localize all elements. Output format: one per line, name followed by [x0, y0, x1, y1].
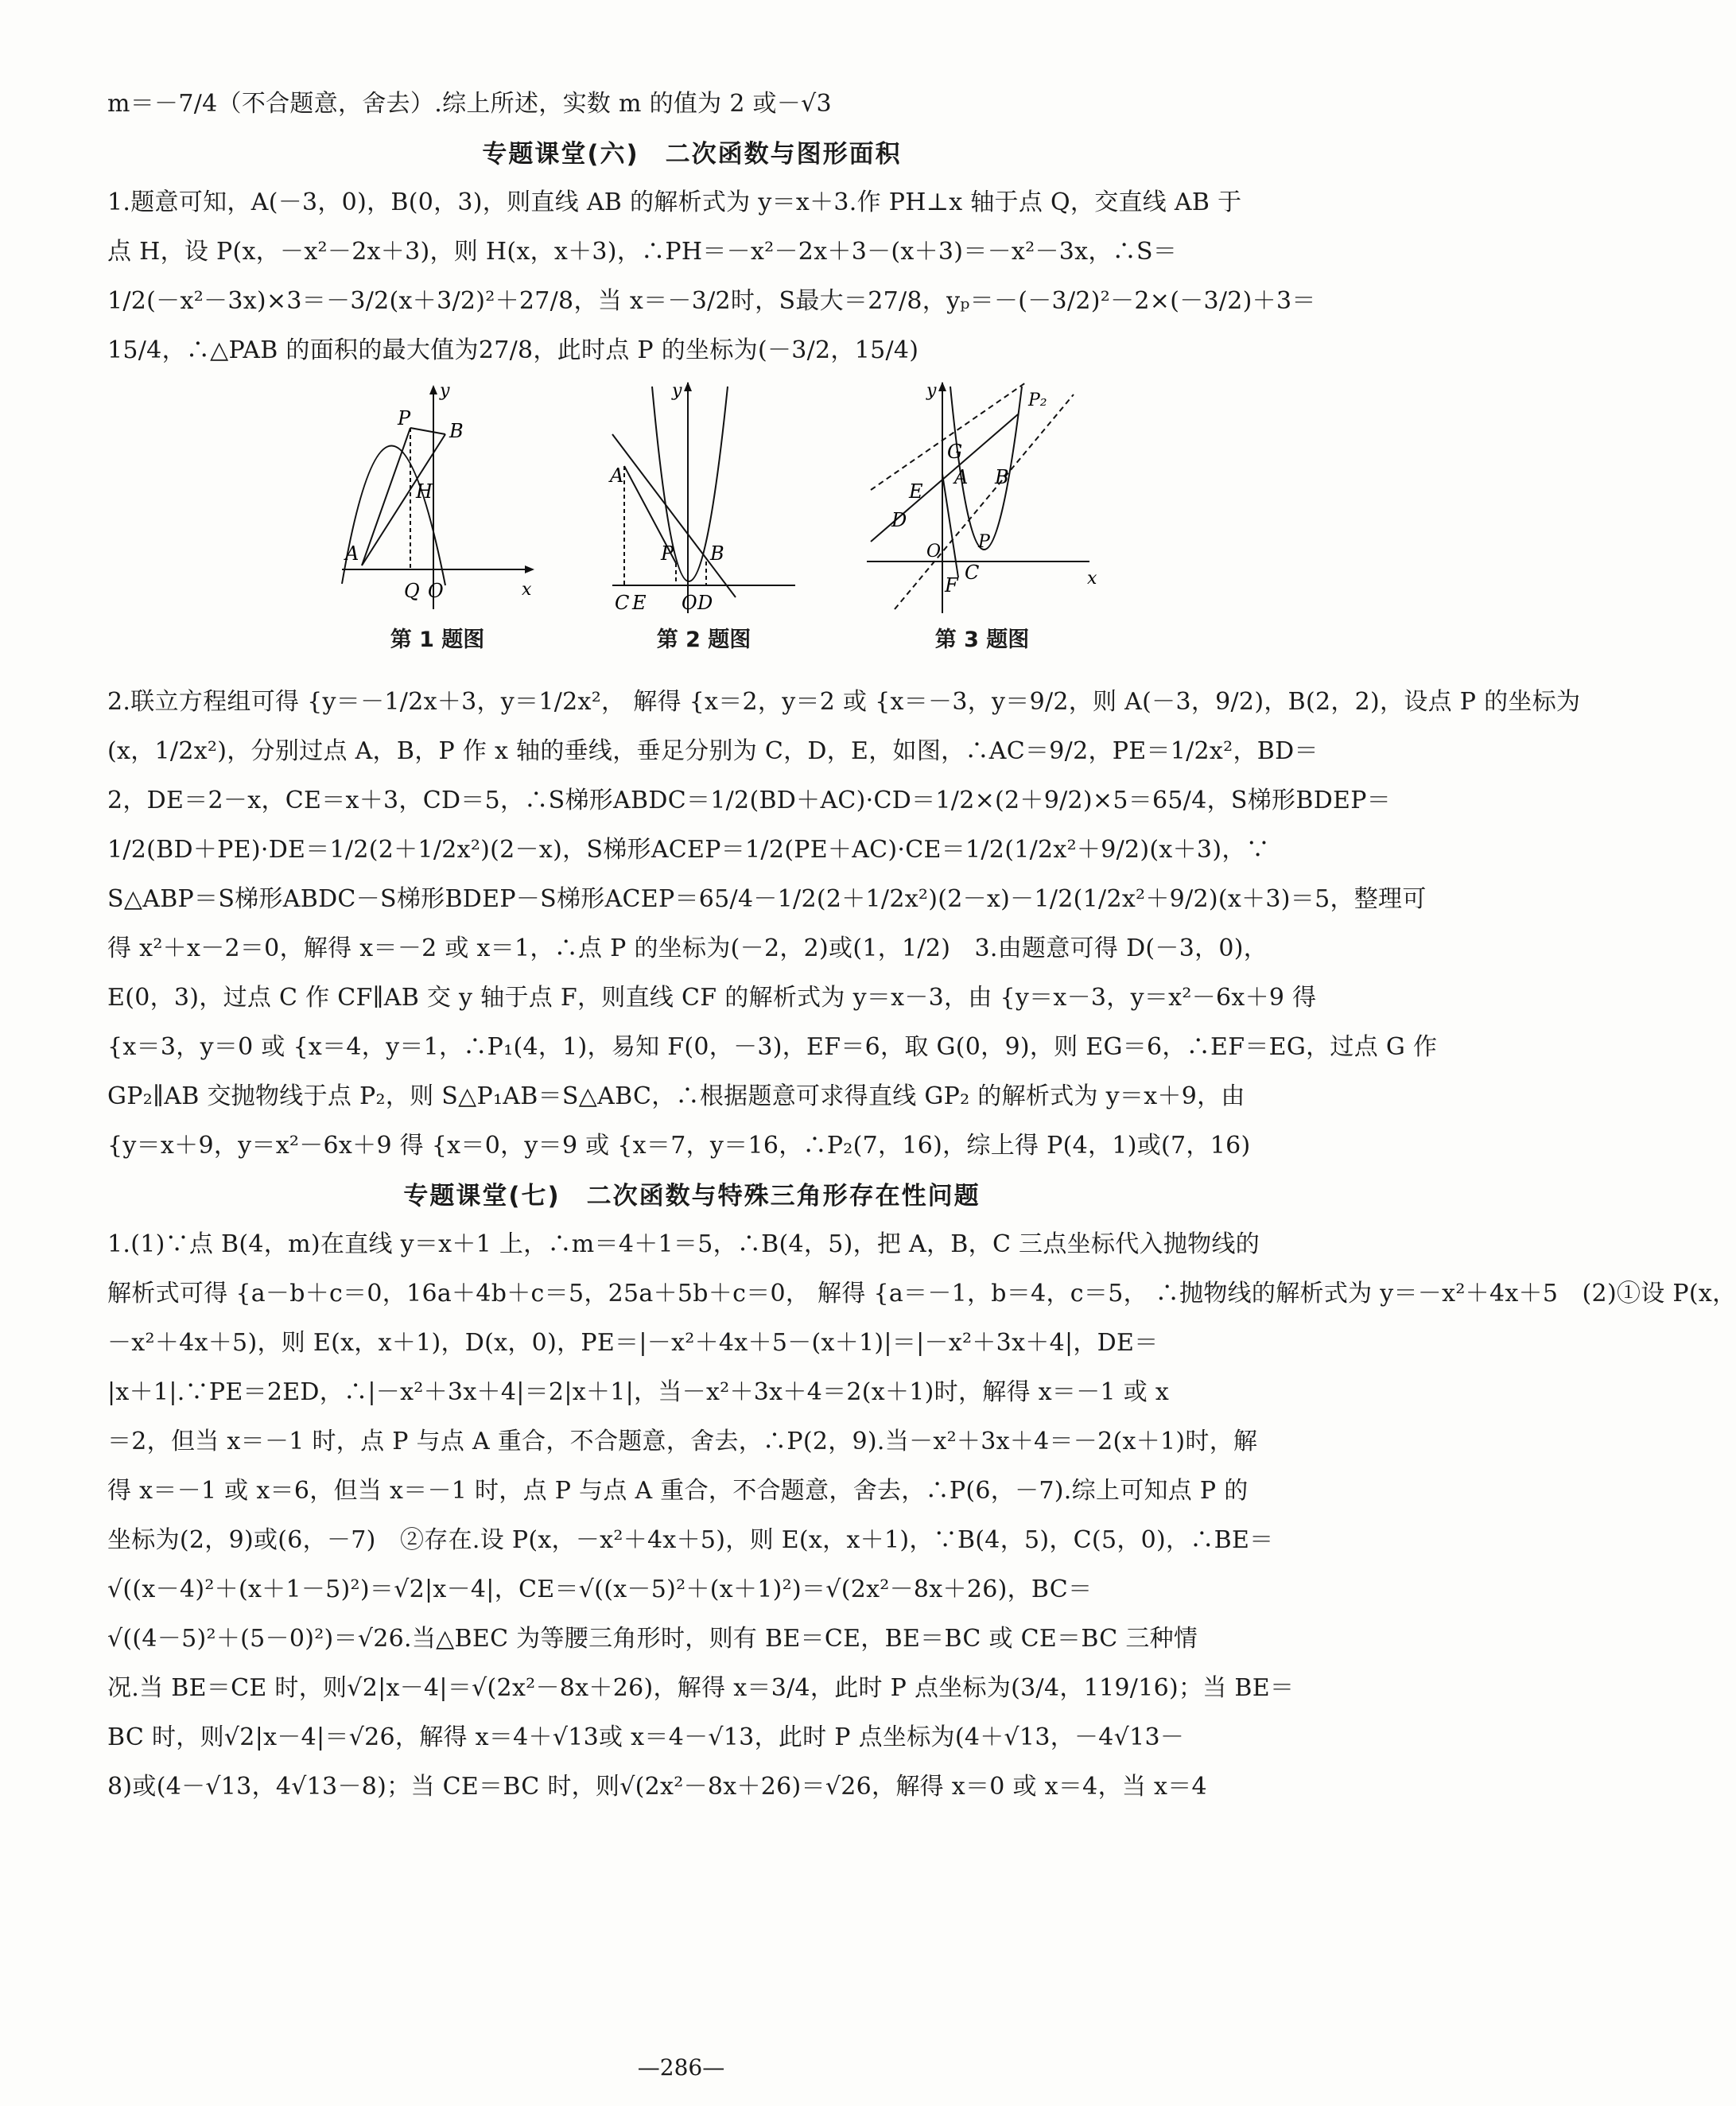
- text-line: 点 H，设 P(x，－x²－2x＋3)，则 H(x，x＋3)，∴PH＝－x²－2x＋3－(x＋3)＝－x²－3x，∴S＝: [107, 238, 1178, 266]
- text-line: 1.(1)∵点 B(4，m)在直线 y＝x＋1 上，∴m＝4＋1＝5，∴B(4，5)，把 A，B，C 三点坐标代入抛物线的: [107, 1230, 1260, 1258]
- section-6-title: 专题课堂(六) 二次函数与图形面积: [482, 140, 902, 169]
- figure-1: [334, 379, 541, 653]
- figure-3-caption: 第 3 题图: [934, 628, 1030, 652]
- fig1-label: A: [345, 542, 359, 565]
- fig3-label: D: [891, 509, 907, 531]
- text-line: 2.联立方程组可得 {y＝－1/2x＋3，y＝1/2x²， 解得 {x＝2，y＝2 或 {x＝－3，y＝9/2，则 A(－3，9/2)，B(2，2)，设点 P 的坐标为: [107, 688, 1581, 716]
- text-line: 得 x²＋x－2＝0，解得 x＝－2 或 x＝1，∴点 P 的坐标为(－2，2)或(1，1/2) 3.由题意可得 D(－3，0)，: [107, 934, 1268, 962]
- text-line: 解析式可得 {a－b＋c＝0，16a＋4b＋c＝5，25a＋5b＋c＝0， 解得 {a＝－1，b＝4，c＝5， ∴抛物线的解析式为 y＝－x²＋4x＋5 (2)①设 P(x，: [107, 1280, 1736, 1308]
- fig1-label: y: [440, 381, 450, 401]
- fig2-label: y: [672, 381, 682, 401]
- fig3-label: A: [954, 466, 969, 488]
- text-line: ＝2，但当 x＝－1 时，点 P 与点 A 重合，不合题意，舍去，∴P(2，9).当－x²＋3x＋4＝－2(x＋1)时，解: [107, 1428, 1258, 1455]
- text-line: S△ABP＝S梯形ABDC－S梯形BDEP－S梯形ACEP＝65/4－1/2(2＋1/2x²)(2－x)－1/2(1/2x²＋9/2)(x＋3)＝5，整理可: [107, 885, 1427, 913]
- fig1-label: x: [522, 580, 532, 600]
- text-line: 况.当 BE＝CE 时，则√2|x－4|＝√(2x²－8x＋26)，解得 x＝3/4，此时 P 点坐标为(3/4，119/16)；当 BE＝: [107, 1674, 1295, 1702]
- fig2-label: D: [697, 592, 713, 614]
- text-line: 1/2(－x²－3x)×3＝－3/2(x＋3/2)²＋27/8，当 x＝－3/2时，S最大＝27/8，yₚ＝－(－3/2)²－2×(－3/2)＋3＝: [107, 287, 1316, 315]
- text-line: (x，1/2x²)，分别过点 A，B，P 作 x 轴的垂线，垂足分别为 C，D，E，如图，∴AC＝9/2，PE＝1/2x²，BD＝: [107, 737, 1319, 765]
- fig3-label: B: [995, 466, 1009, 488]
- fig3-label: F: [945, 574, 958, 596]
- fig3-label: P: [978, 532, 990, 552]
- figure-3: [863, 379, 1101, 653]
- text-line: 8)或(4－√13，4√13－8)；当 CE＝BC 时，则√(2x²－8x＋26)＝√26，解得 x＝0 或 x＝4，当 x＝4: [107, 1773, 1207, 1801]
- text-line: {x＝3，y＝0 或 {x＝4，y＝1，∴P₁(4，1)，易知 F(0，－3)，EF＝6，取 G(0，9)，则 EG＝6，∴EF＝EG，过点 G 作: [107, 1033, 1438, 1061]
- figure-1-graph: [334, 379, 541, 617]
- fig1-label: H: [416, 480, 433, 503]
- text-line: |x＋1|.∵PE＝2ED，∴|－x²＋3x＋4|＝2|x＋1|，当－x²＋3x＋4＝2(x＋1)时，解得 x＝－1 或 x: [107, 1378, 1170, 1406]
- fig3-label: P₂: [1028, 391, 1047, 410]
- fig1-label: O: [428, 580, 444, 602]
- figure-row: [107, 379, 1276, 673]
- fig2-label: O: [682, 592, 697, 614]
- text-line: 得 x＝－1 或 x＝6，但当 x＝－1 时，点 P 与点 A 重合，不合题意，舍去，∴P(6，－7).综上可知点 P 的: [107, 1477, 1249, 1505]
- fig3-label: G: [947, 441, 963, 463]
- text-line: BC 时，则√2|x－4|＝√26，解得 x＝4＋√13或 x＝4－√13，此时 P 点坐标为(4＋√13，－4√13－: [107, 1723, 1185, 1751]
- fig3-label: E: [909, 480, 923, 503]
- figure-2-graph: [608, 379, 799, 617]
- figure-2-caption: 第 2 题图: [656, 628, 751, 652]
- fig3-label: O: [926, 542, 942, 561]
- page-number: —286—: [637, 2054, 725, 2081]
- figure-3-graph: [863, 379, 1101, 617]
- text-line: 坐标为(2，9)或(6，－7) ②存在.设 P(x，－x²＋4x＋5)，则 E(x，x＋1)，∵B(4，5)，C(5，0)，∴BE＝: [107, 1526, 1274, 1554]
- fig2-label: C: [615, 592, 630, 614]
- figure-1-caption: 第 1 题图: [390, 628, 485, 652]
- text-line: E(0，3)，过点 C 作 CF∥AB 交 y 轴于点 F，则直线 CF 的解析式为 y＝x－3，由 {y＝x－3，y＝x²－6x＋9 得: [107, 984, 1317, 1012]
- fig1-label: B: [449, 420, 464, 442]
- fig3-label: C: [965, 561, 980, 584]
- fig3-label: x: [1087, 569, 1097, 589]
- text-line: √((x－4)²＋(x＋1－5)²)＝√2|x－4|，CE＝√((x－5)²＋(x＋1)²)＝√(2x²－8x＋26)，BC＝: [107, 1576, 1093, 1603]
- fig3-label: y: [926, 381, 937, 401]
- text-line: GP₂∥AB 交抛物线于点 P₂，则 S△P₁AB＝S△ABC，∴根据题意可求得直线 GP₂ 的解析式为 y＝x＋9，由: [107, 1082, 1245, 1110]
- figure-2: [608, 379, 799, 653]
- text-line: m＝－7/4（不合题意，舍去）.综上所述，实数 m 的值为 2 或－√3: [107, 90, 832, 118]
- text-line: －x²＋4x＋5)，则 E(x，x＋1)，D(x，0)，PE＝|－x²＋4x＋5－(x＋1)|＝|－x²＋3x＋4|，DE＝: [107, 1329, 1159, 1357]
- text-line: 1/2(BD＋PE)·DE＝1/2(2＋1/2x²)(2－x)，S梯形ACEP＝1/2(PE＋AC)·CE＝1/2(1/2x²＋9/2)(x＋3)，∵: [107, 836, 1270, 864]
- text-line: 15/4，∴△PAB 的面积的最大值为27/8，此时点 P 的坐标为(－3/2，15/4): [107, 336, 919, 364]
- fig2-label: E: [632, 592, 647, 614]
- fig1-label: Q: [404, 580, 420, 602]
- fig2-label: A: [610, 464, 624, 487]
- text-line: 1.题意可知，A(－3，0)，B(0，3)，则直线 AB 的解析式为 y＝x＋3.作 PH⊥x 轴于点 Q，交直线 AB 于: [107, 188, 1242, 216]
- fig2-label: P: [661, 542, 674, 565]
- answer-content: [107, 80, 1736, 1812]
- text-line: 2，DE＝2－x，CE＝x＋3，CD＝5，∴S梯形ABDC＝1/2(BD＋AC)·CD＝1/2×(2＋9/2)×5＝65/4，S梯形BDEP＝: [107, 787, 1392, 814]
- text-line: √((4－5)²＋(5－0)²)＝√26.当△BEC 为等腰三角形时，则有 BE＝CE，BE＝BC 或 CE＝BC 三种情: [107, 1625, 1198, 1653]
- fig2-label: B: [710, 542, 724, 565]
- fig1-label: P: [398, 407, 411, 429]
- text-line: {y＝x＋9，y＝x²－6x＋9 得 {x＝0，y＝9 或 {x＝7，y＝16，∴P₂(7，16)，综上得 P(4，1)或(7，16): [107, 1132, 1251, 1160]
- section-7-title: 专题课堂(七) 二次函数与特殊三角形存在性问题: [403, 1182, 981, 1210]
